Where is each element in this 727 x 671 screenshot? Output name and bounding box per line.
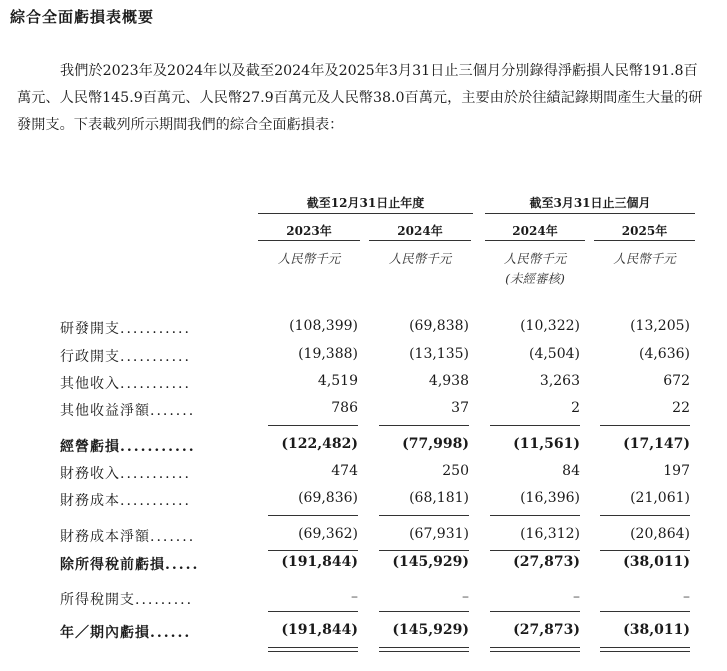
cell-2023: 4,519	[317, 373, 358, 389]
cell-2023: (69,836)	[298, 490, 358, 506]
cell-2023: (69,362)	[298, 526, 358, 542]
intro-paragraph	[17, 58, 707, 139]
cell-q1-2025: (13,205)	[630, 318, 690, 334]
cell-2023: –	[351, 589, 358, 605]
cell-2024: 4,938	[428, 373, 469, 389]
table-row-loss-before-tax	[0, 554, 727, 580]
period-underline-quarter	[485, 213, 695, 214]
cell-q1-2025: (20,864)	[630, 526, 690, 542]
total-line-3	[490, 647, 580, 648]
unit-header-1: 人民幣千元	[277, 251, 341, 266]
year-header-2: 2024年	[397, 224, 443, 238]
year-underline-4	[594, 240, 695, 241]
row-label: 財務成本...........	[60, 493, 191, 509]
table-row-other-income	[0, 373, 727, 399]
subtotal-line-4	[600, 425, 690, 426]
table-row-finance-income	[0, 463, 727, 489]
subtotal-line-1	[268, 425, 358, 426]
subtotal-line-3	[490, 425, 580, 426]
cell-2023: (191,844)	[281, 554, 358, 570]
total-line-4	[600, 651, 690, 652]
total-line-2	[379, 651, 469, 652]
intro-text: 我們於2023年及2024年以及截至2024年及2025年3月31日止三個月分別錄得淨虧損人民幣191.8百萬元、人民幣145.9百萬元、人民幣27.9百萬元及人民幣38.0百萬元，主要由於於往績記錄期間產生大量的研發開支。下表載列所示期間我們的綜合全面虧損表：	[17, 63, 703, 133]
cell-2023: 474	[331, 463, 358, 479]
table-row-loss-for-period	[0, 622, 727, 648]
cell-2023: (19,388)	[298, 346, 358, 362]
cell-q1-2024: (4,504)	[528, 346, 580, 362]
period-header-annual: 截至12月31日止年度	[306, 196, 425, 210]
cell-2024: (145,929)	[392, 554, 469, 570]
cell-q1-2025: 22	[672, 400, 690, 416]
unit-header-3: 人民幣千元	[503, 251, 567, 266]
table-row-operating-loss	[0, 436, 727, 462]
year-underline-1	[258, 240, 360, 241]
year-header-1: 2023年	[286, 224, 332, 238]
cell-q1-2025: (21,061)	[630, 490, 690, 506]
cell-2024: 250	[442, 463, 469, 479]
cell-2024: (145,929)	[392, 622, 469, 638]
row-label: 年／期內虧損......	[60, 625, 192, 641]
cell-q1-2025: 672	[663, 373, 690, 389]
year-underline-3	[485, 240, 585, 241]
table-row-admin-expenses	[0, 346, 727, 372]
subtotal-line-2	[379, 550, 469, 551]
cell-q1-2025: (38,011)	[623, 622, 690, 638]
row-label: 行政開支...........	[60, 349, 191, 365]
total-line-1	[268, 647, 358, 648]
year-header-4: 2025年	[621, 224, 668, 238]
cell-2024: (69,838)	[409, 318, 469, 334]
subtotal-line-2	[379, 611, 469, 612]
cell-q1-2025: –	[683, 589, 690, 605]
cell-2024: (13,135)	[409, 346, 469, 362]
cell-q1-2024: 3,263	[539, 373, 580, 389]
cell-2023: (122,482)	[281, 436, 358, 452]
cell-2024: –	[462, 589, 469, 605]
row-label: 財務成本淨額.......	[60, 529, 196, 545]
row-label: 其他收入...........	[60, 376, 191, 392]
cell-q1-2024: (11,561)	[513, 436, 580, 452]
cell-q1-2024: 2	[571, 400, 580, 416]
cell-q1-2024: (27,873)	[513, 622, 580, 638]
cell-q1-2025: (4,636)	[638, 346, 690, 362]
total-line-1	[268, 651, 358, 652]
cell-q1-2024: 84	[562, 463, 580, 479]
subtotal-line-4	[600, 515, 690, 516]
cell-2023: (108,399)	[289, 318, 358, 334]
total-line-4	[600, 647, 690, 648]
cell-q1-2024: (16,396)	[520, 490, 580, 506]
cell-q1-2024: (27,873)	[513, 554, 580, 570]
subtotal-line-3	[490, 515, 580, 516]
subtotal-line-1	[268, 611, 358, 612]
section-heading: 綜合全面虧損表概要	[10, 8, 155, 26]
cell-2023: 786	[331, 400, 358, 416]
period-underline-annual	[258, 213, 473, 214]
row-label: 財務收入...........	[60, 466, 191, 482]
cell-2024: (67,931)	[409, 526, 469, 542]
subtotal-line-3	[490, 611, 580, 612]
table-row-finance-costs	[0, 490, 727, 516]
total-line-2	[379, 647, 469, 648]
subtotal-line-4	[600, 550, 690, 551]
subtotal-line-1	[268, 515, 358, 516]
year-header-3: 2024年	[512, 224, 558, 238]
row-label: 所得稅開支.........	[60, 592, 194, 608]
cell-q1-2025: (38,011)	[623, 554, 690, 570]
unit-header-2: 人民幣千元	[388, 251, 452, 266]
year-underline-2	[369, 240, 471, 241]
cell-q1-2025: (17,147)	[623, 436, 690, 452]
cell-q1-2024: (16,312)	[520, 526, 580, 542]
subtotal-line-2	[379, 425, 469, 426]
subtotal-line-4	[600, 611, 690, 612]
subtotal-line-2	[379, 515, 469, 516]
table-row-net-finance-costs	[0, 526, 727, 552]
cell-q1-2024: –	[573, 589, 580, 605]
row-label: 除所得稅前虧損.....	[60, 557, 200, 573]
unaudited-note: (未經審核)	[505, 271, 565, 286]
subtotal-line-3	[490, 550, 580, 551]
cell-q1-2024: (10,322)	[520, 318, 580, 334]
row-label: 其他收益淨額.......	[60, 403, 196, 419]
cell-q1-2025: 197	[663, 463, 690, 479]
subtotal-line-1	[268, 550, 358, 551]
cell-2024: (77,998)	[402, 436, 469, 452]
table-row-rd-expenses	[0, 318, 727, 344]
cell-2024: (68,181)	[409, 490, 469, 506]
cell-2024: 37	[451, 400, 469, 416]
unit-header-4: 人民幣千元	[613, 251, 676, 266]
cell-2023: (191,844)	[281, 622, 358, 638]
total-line-3	[490, 651, 580, 652]
row-label: 研發開支...........	[60, 321, 191, 337]
row-label: 經營虧損...........	[60, 439, 196, 455]
period-header-quarter: 截至3月31日止三個月	[529, 196, 651, 210]
table-row-other-gains	[0, 400, 727, 426]
